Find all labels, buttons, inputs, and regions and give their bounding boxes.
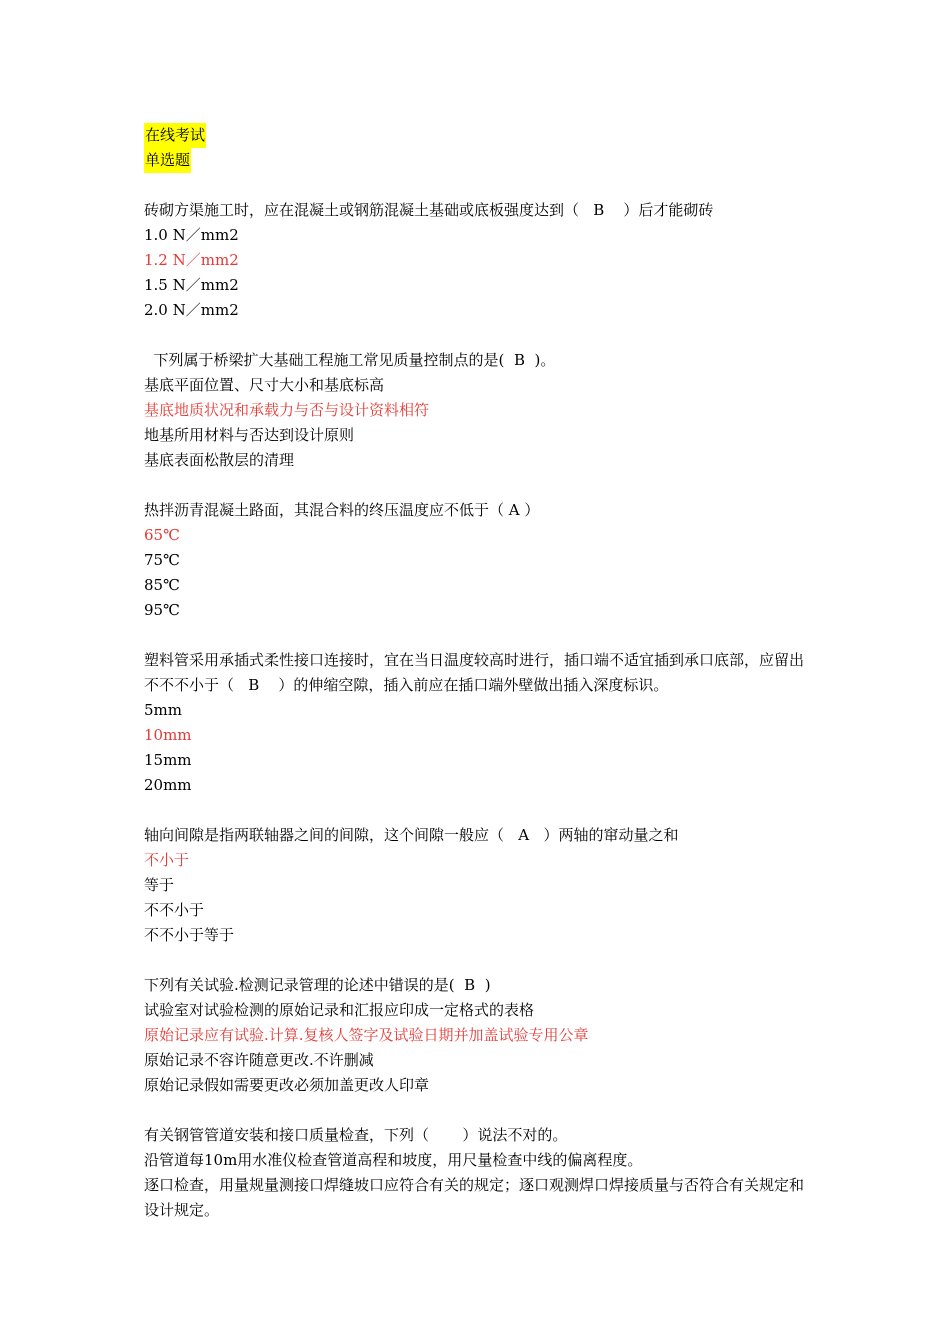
answer-option: 地基所用材料与否达到设计原则 — [144, 426, 355, 444]
question-stem: 下列属于桥梁扩大基础工程施工常见质量控制点的是( B )。 — [144, 351, 556, 369]
answer-option-correct: 10mm — [144, 726, 192, 744]
answer-option-correct: 不小于 — [144, 851, 190, 869]
answer-option: 2.0 N／mm2 — [144, 301, 239, 319]
answer-option: 逐口检查，用量规量测接口焊缝坡口应符合有关的规定；逐口观测焊口焊接质量与否符合有关规定和设计规定。 — [144, 1176, 805, 1219]
question-block — [144, 198, 814, 348]
answer-option: 原始记录假如需要更改必须加盖更改人印章 — [144, 1076, 430, 1094]
answer-option: 原始记录不容许随意更改.不许删减 — [144, 1051, 374, 1069]
answer-option: 1.5 N／mm2 — [144, 276, 239, 294]
question-block — [144, 648, 814, 823]
answer-option: 等于 — [144, 876, 175, 894]
question-block — [144, 498, 814, 648]
document-page — [144, 123, 814, 1223]
answer-option: 95℃ — [144, 601, 180, 619]
question-block — [144, 973, 814, 1123]
question-block — [144, 1123, 814, 1223]
spacer — [144, 1098, 814, 1123]
spacer — [144, 948, 814, 973]
question-stem: 热拌沥青混凝土路面，其混合料的终压温度应不低于（ A ） — [144, 501, 540, 519]
answer-option-correct: 1.2 N／mm2 — [144, 251, 239, 269]
section-title: 单选题 — [144, 148, 191, 173]
answer-option: 基底表面松散层的清理 — [144, 451, 295, 469]
exam-title: 在线考试 — [144, 123, 206, 148]
exam-title-row — [144, 123, 814, 148]
section-title-row — [144, 148, 814, 173]
answer-option: 15mm — [144, 751, 192, 769]
answer-option: 不不小于 — [144, 901, 205, 919]
question-block — [144, 823, 814, 973]
answer-option: 85℃ — [144, 576, 180, 594]
answer-option: 5mm — [144, 701, 182, 719]
question-stem: 砖砌方渠施工时，应在混凝土或钢筋混凝土基础或底板强度达到（ B ）后才能砌砖 — [144, 201, 714, 219]
question-list — [144, 198, 814, 1223]
answer-option: 沿管道每10m用水准仪检查管道高程和坡度，用尺量检查中线的偏离程度。 — [144, 1151, 643, 1169]
spacer — [144, 798, 814, 823]
answer-option-correct: 65℃ — [144, 526, 180, 544]
question-stem: 下列有关试验.检测记录管理的论述中错误的是( B ) — [144, 976, 491, 994]
answer-option: 20mm — [144, 776, 192, 794]
answer-option-correct: 原始记录应有试验.计算.复核人签字及试验日期并加盖试验专用公章 — [144, 1026, 589, 1044]
question-stem: 有关钢管管道安装和接口质量检查，下列（ ）说法不对的。 — [144, 1126, 568, 1144]
answer-option-correct: 基底地质状况和承载力与否与设计资料相符 — [144, 401, 430, 419]
answer-option: 基底平面位置、尺寸大小和基底标高 — [144, 376, 385, 394]
question-stem: 塑料管采用承插式柔性接口连接时，宜在当日温度较高时进行，插口端不适宜插到承口底部，应留出不不不小于（ B ）的伸缩空隙，插入前应在插口端外壁做出插入深度标识。 — [144, 651, 805, 694]
spacer — [144, 173, 814, 198]
question-stem: 轴向间隙是指两联轴器之间的间隙，这个间隙一般应（ A ）两轴的窜动量之和 — [144, 826, 679, 844]
spacer — [144, 323, 814, 348]
answer-option: 1.0 N／mm2 — [144, 226, 239, 244]
answer-option: 试验室对试验检测的原始记录和汇报应印成一定格式的表格 — [144, 1001, 535, 1019]
question-block — [144, 348, 814, 498]
answer-option: 不不小于等于 — [144, 926, 235, 944]
spacer — [144, 623, 814, 648]
spacer — [144, 473, 814, 498]
answer-option: 75℃ — [144, 551, 180, 569]
